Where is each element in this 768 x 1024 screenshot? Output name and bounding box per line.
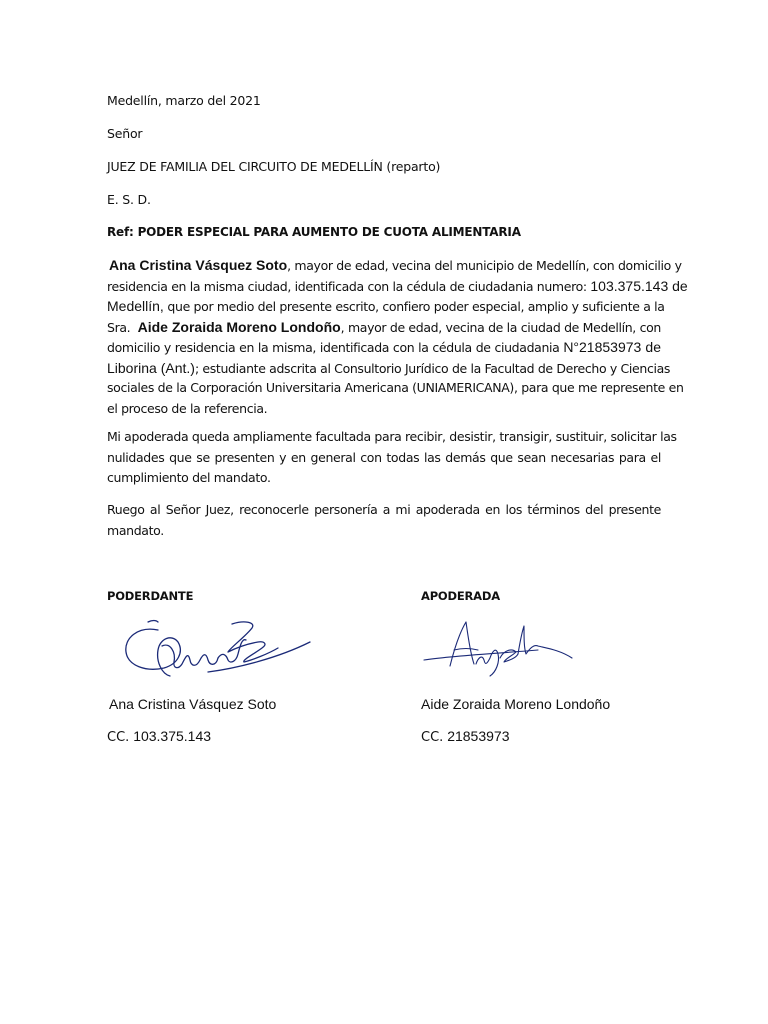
attorney-id: N°21853973 de — [563, 339, 661, 355]
paragraph-powers — [107, 427, 677, 489]
attorney-signature-name: Aide Zoraida Moreno Londoño — [421, 696, 611, 712]
place-date: Medellín, marzo del 2021 — [107, 93, 261, 108]
paragraph-line: domicilio y residencia en la misma, identificada con la cédula de ciudadania N°21853973 de — [107, 339, 661, 355]
addressee: JUEZ DE FAMILIA DEL CIRCUITO DE MEDELLÍN (reparto) — [107, 159, 441, 174]
attorney-cc-prefix: CC. — [421, 730, 444, 745]
grantor-id: 103.375.143 de — [590, 277, 688, 294]
paragraph-line: sociales de la Corporación Universitaria Americana (UNIAMERICANA), para que me represente en — [107, 380, 684, 395]
grantor-city: Medellín, — [107, 298, 164, 314]
grantor-label: PODERDANTE — [107, 589, 194, 603]
salutation: Señor — [107, 126, 143, 141]
grantor-id-line — [107, 728, 211, 745]
paragraph-line: Medellín, que por medio del presente escrito, confiero poder especial, amplio y suficiente a la — [107, 298, 665, 314]
paragraph-grant — [107, 255, 688, 419]
grantor-cc-number: 103.375.143 — [133, 728, 212, 744]
attorney-cc-number: 21853973 — [447, 728, 510, 744]
grantor-name: Ana Cristina Vásquez Soto — [109, 257, 288, 273]
paragraph-line: Mi apoderada queda ampliamente facultada para recibir, desistir, transigir, sustituir, solicitar las — [107, 429, 677, 444]
attorney-name: Aide Zoraida Moreno Londoño — [137, 318, 341, 335]
paragraph-line: nulidades que se presenten y en general con todas las demás que sean necesarias para el — [107, 449, 661, 465]
esd-line: E. S. D. — [107, 192, 151, 207]
paragraph-line: el proceso de la referencia. — [107, 400, 268, 416]
paragraph-line: residencia en la misma ciudad, identificada con la cédula de ciudadania numero: 103.375.143 de — [107, 277, 688, 294]
paragraph-line: Sra. Aide Zoraida Moreno Londoño, mayor de edad, vecina de la ciudad de Medellín, con — [107, 318, 661, 335]
grantor-signature — [118, 612, 318, 686]
paragraph-line: mandato. — [107, 522, 164, 538]
reference-line: Ref: PODER ESPECIAL PARA AUMENTO DE CUOTA ALIMENTARIA — [107, 225, 521, 239]
attorney-id-line — [421, 728, 509, 745]
attorney-city: Liborina (Ant.) — [107, 359, 195, 376]
grantor-cc-prefix: CC. — [107, 730, 130, 745]
paragraph-line: Ana Cristina Vásquez Soto, mayor de edad, vecina del municipio de Medellín, con domicilio y — [109, 257, 682, 273]
paragraph-request — [107, 500, 661, 541]
paragraph-line: Ruego al Señor Juez, reconocerle personería a mi apoderada en los términos del presente — [107, 502, 661, 517]
attorney-signature — [420, 614, 582, 684]
paragraph-line: Liborina (Ant.); estudiante adscrita al Consultorio Jurídico de la Facultad de Derecho y Ciencias — [107, 359, 671, 376]
paragraph-line: cumplimiento del mandato. — [107, 470, 271, 485]
grantor-signature-name: Ana Cristina Vásquez Soto — [109, 696, 277, 712]
attorney-label: APODERADA — [421, 589, 500, 603]
